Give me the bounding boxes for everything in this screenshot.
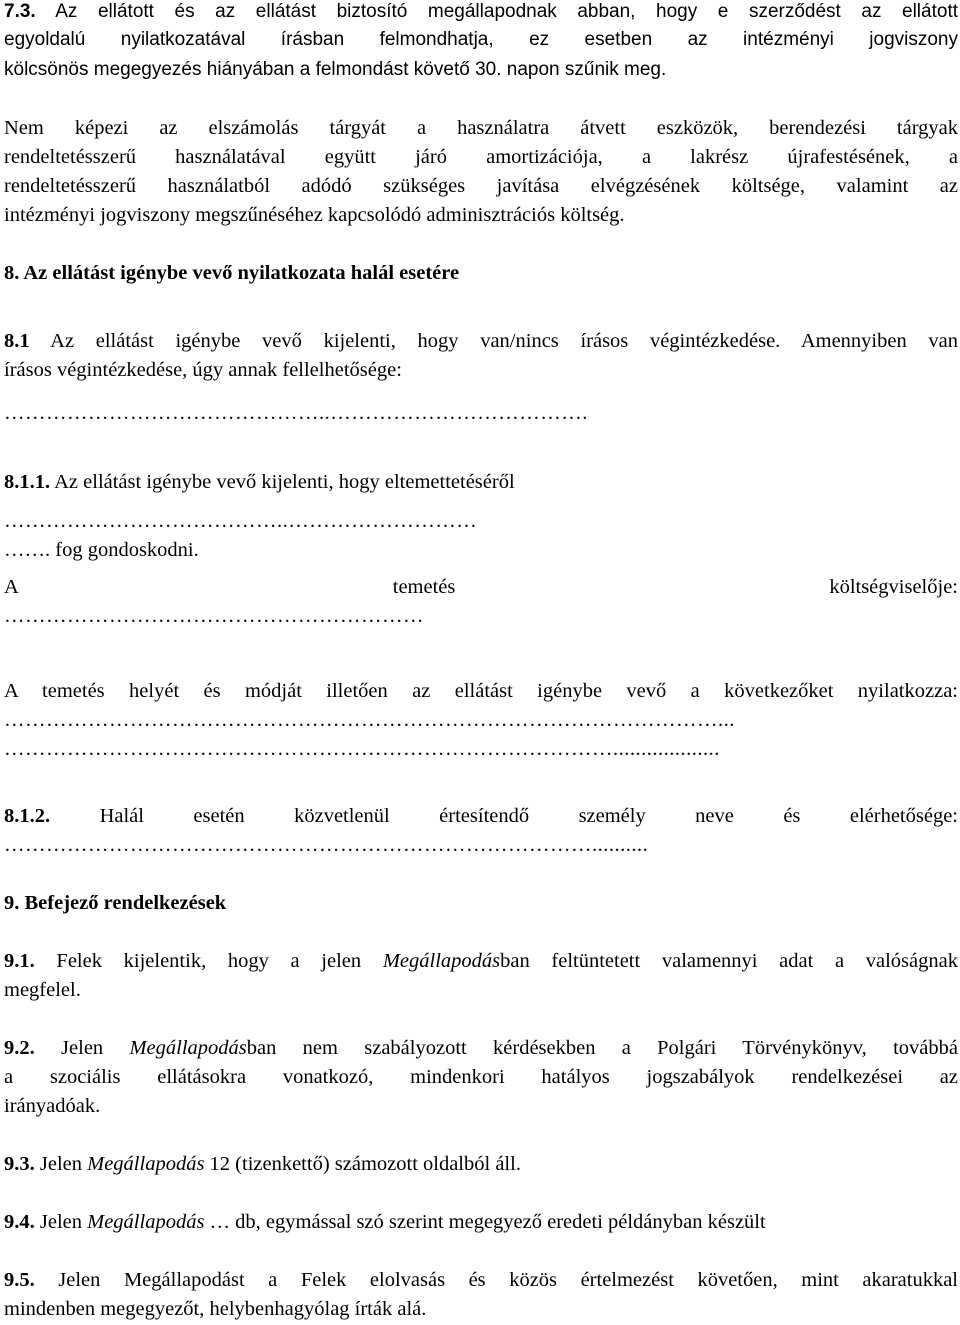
paragraph-9-1-line-2: megfelel. bbox=[4, 979, 81, 1001]
paragraph-exclusion-line-2: rendeltetésszerű használatával együtt járó amortizációja, a lakrész újrafestésének, a bbox=[4, 146, 958, 168]
paragraph-8-1-line-2: írásos végintézkedése, úgy annak fellelhetősége: bbox=[4, 359, 402, 381]
paragraph-8-1-1-line-1: 8.1.1. Az ellátást igénybe vevő kijelenti, hogy eltemettetéséről bbox=[4, 471, 515, 493]
section-9-heading: 9. Befejező rendelkezések bbox=[4, 892, 227, 914]
section-number-9-3: 9.3. bbox=[4, 1153, 35, 1175]
paragraph-9-2-line-3: irányadóak. bbox=[4, 1095, 101, 1117]
section-number-7-3: 7.3. bbox=[4, 1, 36, 22]
paragraph-8-1-line-1: 8.1 Az ellátást igénybe vevő kijelenti, hogy van/nincs írásos végintézkedése. Amennyiben van bbox=[4, 330, 958, 352]
paragraph-8-1-2-line-1: 8.1.2. Halál esetén közvetlenül értesítendő személy neve és elérhetősége: bbox=[4, 805, 958, 827]
funeral-place-blank-1: …………………………………………………………………………………………... bbox=[4, 709, 735, 731]
notify-person-blank: ………………………………………………………………………….......... bbox=[4, 834, 649, 856]
section-number-9-1: 9.1. bbox=[4, 950, 35, 972]
section-number-9-4: 9.4. bbox=[4, 1211, 35, 1233]
funeral-place-line: A temetés helyét és módját illetően az ellátást igénybe vevő a következőket nyilatkozza: bbox=[4, 680, 958, 702]
section-number-8-1-2: 8.1.2. bbox=[4, 805, 51, 827]
section-number-8-1-1: 8.1.1. bbox=[4, 471, 51, 493]
funeral-place-blank-2: ……………………………………………………………………………................... bbox=[4, 738, 720, 760]
funeral-cost-line: A temetés költségviselője: bbox=[4, 576, 958, 598]
section-number-9-5: 9.5. bbox=[4, 1269, 35, 1291]
paragraph-9-5-line-1: 9.5. Jelen Megállapodást a Felek elolvasás és közös értelmezést követően, mint akaratukkal bbox=[4, 1269, 958, 1291]
paragraph-9-3: 9.3. Jelen Megállapodás 12 (tizenkettő) számozott oldalból áll. bbox=[4, 1153, 521, 1175]
paragraph-9-5-line-2: mindenben megegyezőt, helybenhagyólag írták alá. bbox=[4, 1298, 427, 1320]
section-number-9-2: 9.2. bbox=[4, 1037, 35, 1059]
section-number-8-1: 8.1 bbox=[4, 330, 30, 352]
paragraph-9-1-line-1: 9.1. Felek kijelentik, hogy a jelen Megállapodásban feltüntetett valamennyi adat a valóságnak bbox=[4, 950, 958, 972]
paragraph-7-3-line-1: 7.3. Az ellátott és az ellátást biztosító megállapodnak abban, hogy e szerződést az ellátott bbox=[4, 1, 959, 22]
paragraph-9-2-line-2: a szociális ellátásokra vonatkozó, mindenkori hatályos jogszabályok rendelkezései az bbox=[4, 1066, 958, 1088]
funeral-arranger-line: ……. fog gondoskodni. bbox=[4, 539, 199, 561]
paragraph-exclusion-line-1: Nem képezi az elszámolás tárgyát a használatra átvett eszközök, berendezési tárgyak bbox=[4, 117, 958, 139]
will-location-blank: ………………………………………..………………………………. bbox=[4, 402, 588, 424]
paragraph-7-3-line-2: egyoldalú nyilatkozatával írásban felmondhatja, ez esetben az intézményi jogviszony bbox=[4, 29, 958, 50]
paragraph-9-4: 9.4. Jelen Megállapodás … db, egymással szó szerint megegyező eredeti példányban készült bbox=[4, 1211, 766, 1233]
section-8-heading: 8. Az ellátást igénybe vevő nyilatkozata halál esetére bbox=[4, 262, 460, 284]
funeral-arranger-blank: …………………………………..……………………… bbox=[4, 510, 478, 532]
paragraph-9-2-line-1: 9.2. Jelen Megállapodásban nem szabályozott kérdésekben a Polgári Törvénykönyv, továbbá bbox=[4, 1037, 958, 1059]
paragraph-exclusion-line-4: intézményi jogviszony megszűnéséhez kapcsolódó adminisztrációs költség. bbox=[4, 204, 625, 226]
funeral-cost-bearer-blank: …………………………………………………… bbox=[4, 605, 424, 627]
paragraph-exclusion-line-3: rendeltetésszerű használatból adódó szükséges javítása elvégzésének költsége, valamint az bbox=[4, 175, 958, 197]
paragraph-7-3-line-3: kölcsönös megegyezés hiányában a felmondást követő 30. napon szűnik meg. bbox=[4, 59, 667, 80]
